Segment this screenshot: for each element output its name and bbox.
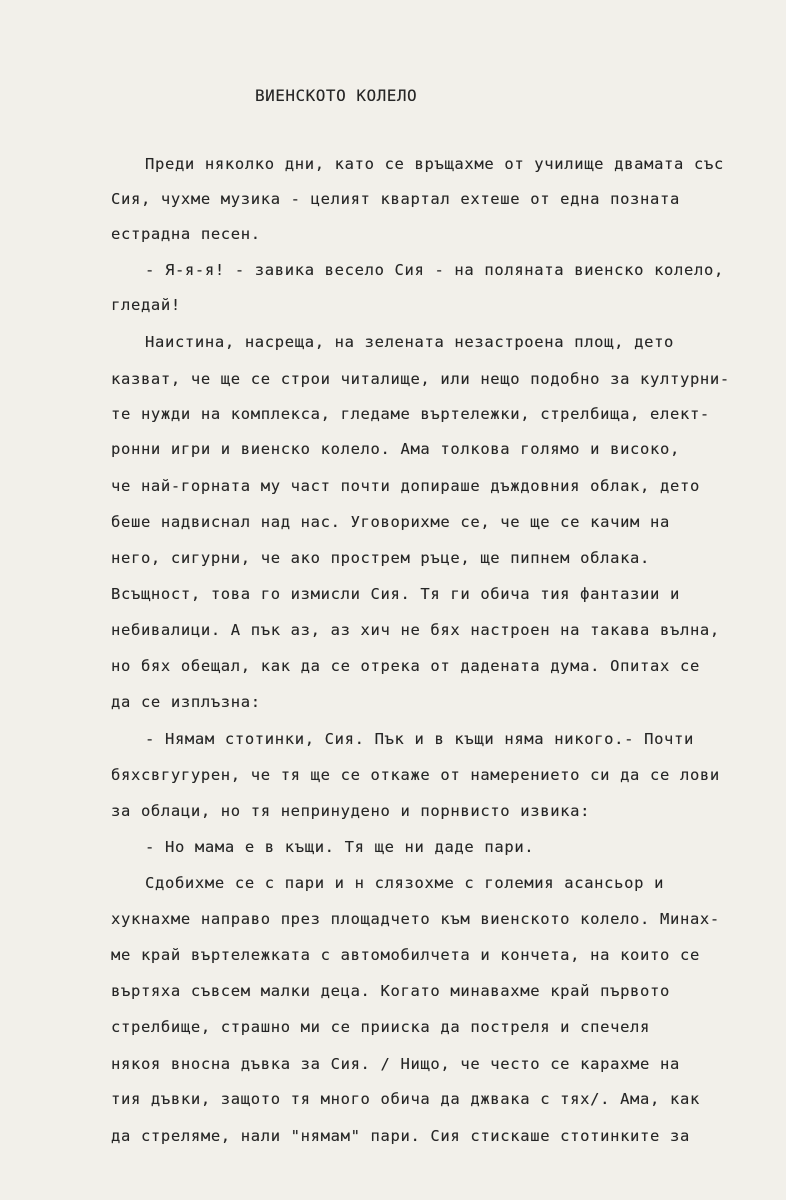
text-line-28: да стреляме, нали "нямам" пари. Сия стискаше стотинките за: [111, 1127, 690, 1145]
text-line-24: въртяха съвсем малки деца. Когато минавахме край първото: [111, 982, 670, 1000]
text-line-9: ронни игри и виенско колело. Ама толкова голямо и високо,: [111, 440, 680, 458]
text-line-11: беше надвиснал над нас. Уговорихме се, че ще се качим на: [111, 513, 670, 531]
text-line-25: стрелбище, страшно ми се прииска да постреля и спечеля: [111, 1018, 651, 1036]
text-line-19: за облаци, но тя непринудено и порнвисто извика:: [111, 802, 591, 820]
text-line-3: естрадна песен.: [111, 225, 261, 243]
text-line-2: Сия, чухме музика - целият квартал ехтеше от една позната: [111, 190, 680, 208]
text-line-17: - Нямам стотинки, Сия. Пък и в къщи няма никого.- Почти: [145, 730, 694, 748]
text-line-27: тия дъвки, защото тя много обича да джвака с тях/. Ама, как: [111, 1090, 700, 1108]
text-line-16: да се изплъзна:: [111, 693, 261, 711]
document-title: ВИЕНСКОТО КОЛЕЛО: [255, 86, 418, 105]
text-line-21: Сдобихме се с пари и н слязохме с големия асансьор и: [145, 874, 665, 892]
text-line-14: небивалици. А пък аз, аз хич не бях настроен на такава вълна,: [111, 621, 720, 639]
text-line-8: те нужди на комплекса, гледаме въртележки, стрелбища, елект-: [111, 405, 710, 423]
text-line-13: Всъщност, това го измисли Сия. Тя ги обича тия фантазии и: [111, 585, 680, 603]
text-line-23: ме край въртележката с автомобилчета и кончета, на които се: [111, 946, 700, 964]
text-line-6: Наистина, насреща, на зелената незастроена площ, дето: [145, 333, 675, 351]
text-line-22: хукнахме направо през площадчето към виенското колело. Минах-: [111, 910, 720, 928]
text-line-7: казват, че ще се строи читалище, или нещо подобно за културни-: [111, 370, 730, 388]
text-line-5: гледай!: [111, 296, 181, 314]
text-line-26: някоя вносна дъвка за Сия. / Нищо, че често се карахме на: [111, 1055, 680, 1073]
text-line-20: - Но мама е в къщи. Тя ще ни даде пари.: [145, 838, 535, 856]
text-line-1: Преди няколко дни, като се връщахме от училище двамата със: [145, 155, 724, 173]
text-line-18: бяхсвгугурен, че тя ще се откаже от намерението си да се лови: [111, 766, 720, 784]
text-line-4: - Я-я-я! - завика весело Сия - на поляната виенско колело,: [145, 261, 724, 279]
text-line-10: че най-горната му част почти допираше дъждовния облак, дето: [111, 477, 700, 495]
text-line-12: него, сигурни, че ако прострем ръце, ще пипнем облака.: [111, 549, 651, 567]
text-line-15: но бях обещал, как да се отрека от дадената дума. Опитах се: [111, 657, 700, 675]
